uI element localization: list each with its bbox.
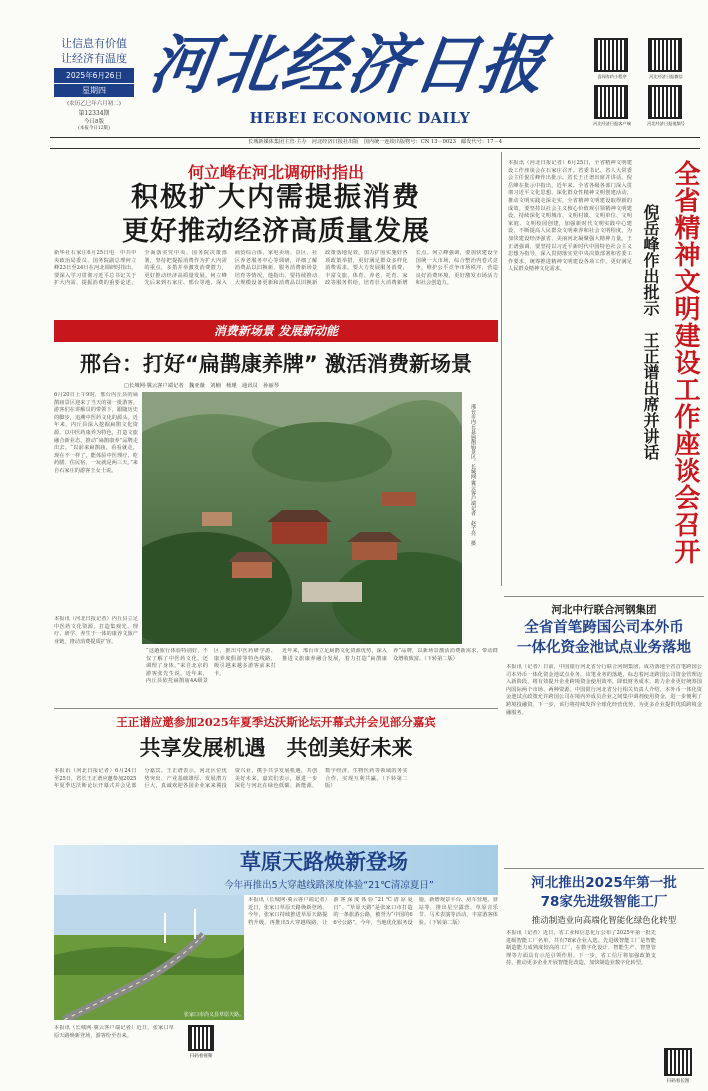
lunar-date: (农历乙巳年六月初二) (67, 101, 121, 107)
right-column-rule (501, 152, 502, 586)
grassland-headline: 草原天路焕新登场 (240, 850, 408, 874)
banner-text: 消费新场景 发展新动能 (213, 324, 339, 338)
weekday-box: 星期四 (54, 84, 134, 97)
slogan-line-1: 让信息有价值 (61, 37, 127, 50)
xingtai-headline: 邢台：打好“扁鹊康养牌” 激活消费新场景 (80, 352, 472, 376)
xingtai-photo-caption: 邢台市内丘县扁鹊庙景区。长城网·冀云客户端记者 赵子亮 摄 (470, 404, 476, 546)
lead-headline-1: 积极扩大内需提振消费 (131, 182, 421, 213)
smart-factory-qr-code[interactable] (664, 1048, 692, 1076)
publisher-info: 长城新媒体集团主管·主办 河北经济日报社出版 国内统一连续出版物号：CN 13－0023 邮发代号：17－4 (247, 139, 503, 145)
newspaper-title: 河北经济日报 (144, 28, 552, 103)
grassland-photo (54, 895, 244, 1020)
qr-block (590, 38, 700, 134)
lead-headline-2: 更好推动经济高质量发展 (122, 216, 430, 247)
grassland-story (54, 845, 498, 1091)
grassland-body: 本报讯（长城网·冀云客户端记者）近日，张家口草原天路焕新登场。今年，张家口持续推进草原天路提档升级，再推出5大穿越线路，让游客深度体验“21℃清凉夏日”。“草原天路”是张家口市打造的一条旅游公路，被誉为“中国的66号公路”。今年，当地优化服务设施，新增观景平台、房车营地、驿站等，推出星空露营、草原音乐节、马术表演等活动，丰富游客体验。（下转第二版） (248, 897, 498, 926)
xingtai-body-right: 近年来，邢台市立足扁鹊文化资源优势，深入推进文旅康养融合发展，着力打造“扁鹊康养”品牌，以新场景激活消费新需求，带动群众增收致富。（下转第二版） (282, 648, 498, 662)
qr-code-3[interactable] (594, 85, 628, 119)
masthead-rule-2 (50, 148, 700, 149)
grassland-qr-label: 扫码看视频 (189, 1054, 213, 1059)
masthead (0, 0, 708, 145)
cross-border-headline-2: 一体化资金池试点业务落地 (517, 640, 691, 656)
davos-rule (54, 708, 498, 709)
qr-code-1[interactable] (594, 38, 628, 72)
davos-headline: 共享发展机遇 共创美好未来 (139, 736, 413, 760)
consumption-banner (54, 320, 498, 342)
qr-2-label: 河北经济日报微信 (649, 74, 683, 79)
date-box: 2025年6月26日 (54, 68, 134, 83)
newspaper-title-en: HEBEI ECONOMIC DAILY (249, 110, 471, 127)
smart-factory-headline-1: 河北推出2025年第一批 (531, 875, 677, 891)
qr-1-label: 喜闻有约小程序 (597, 74, 627, 79)
issue-number: 第12334期 (78, 110, 110, 117)
slogan-box (54, 36, 134, 66)
page-note: (本报今日12版) (78, 126, 110, 131)
grassland-body-left: 本报讯（长城网·冀云客户端记者）近日，张家口草原天路焕新登场，游客纷至沓来。 (54, 1025, 174, 1039)
xingtai-photo (142, 392, 462, 644)
grassland-photo-caption: 张家口市尚义县草原天路。 (183, 1012, 244, 1018)
page-count: 今日8版 (84, 119, 104, 125)
slogan-line-2: 让经济有温度 (61, 52, 127, 65)
scenic-area-image (142, 392, 462, 644)
qr-3-label: 河北经济日报客户端 (593, 121, 631, 126)
smart-factory-rule (504, 868, 704, 869)
lead-kicker: 何立峰在河北调研时指出 (187, 163, 364, 182)
grassland-subhead: 今年再推出5大穿越线路深度体验“21℃清凉夏日” (224, 880, 434, 891)
xingtai-byline: □长城网·冀云客户端记者 魏亚薇 刘楠 杨瑾 通讯员 孙丽琴 (124, 383, 280, 389)
lead-body: 新华社石家庄6月25日电 中共中央政治局委员、国务院副总理何立峰23日至24日在河北调研时指出，要深入学习贯彻习近平总书记关于扩大内需、提振消费的重要论述，全面落实党中央、国务院决策部署，坚持把提振消费作为扩大内需的重点，多措并举激发消费潜力，更好推动经济高质量发展。何立峰先后来到石家庄、邢台等地，深入商贸综合体、家电卖场、景区、社区养老服务中心等调研，详细了解消费品以旧换新、服务消费新场景培育等情况。他指出，要持续推动大规模设备更新和消费品以旧换新政策落地见效，加力扩围实施好各项政策举措，更好满足群众多样化消费需求。要大力发展服务消费，丰富文旅、体育、养老、托育、家政等服务供给，培育壮大消费新增长点。何立峰强调，要加快建设全国统一大市场，综合整治内卷式竞争，维护公平竞争市场秩序，营造良好消费环境，更好激发市场活力和社会创造力。 (54, 250, 498, 287)
spiritual-body: 本报讯（河北日报记者）6月25日，全省精神文明建设工作座谈会在石家庄召开。省委书记、省人大常委会主任倪岳峰作出批示。省长王正谱出席并讲话。倪岳峰在批示中指出，近年来，全省各级各部门深入贯彻习近平文化思想，深化群众性精神文明创建活动，推动文明实践走深走实，全省精神文明建设取得新的成效。要坚持以社会主义核心价值观引领精神文明建设，持续深化文明城市、文明村镇、文明单位、文明家庭、文明校园创建，加强新时代文明实践中心建设，不断提高人民群众文明素养和社会文明程度，为加快建设经济强省、美丽河北凝聚强大精神力量。王正谱强调，要坚持以习近平新时代中国特色社会主义思想为指导，深入贯彻落实党中央决策部署和省委工作要求，统筹推进精神文明建设各项工作，更好满足人民群众精神文化需求。 (508, 160, 632, 273)
smart-factory-body: 本报讯（记者）近日，省工业和信息化厅公布了2025年第一批先进级智能工厂名单，共有78家企业入选。先进级智能工厂是智能制造能力成熟度较高的工厂，在数字化设计、智能生产、智慧管理等方面具有示范引领作用。下一步，省工信厅将加强政策支持，推动更多企业开展智能化改造，加快制造业数字化转型。 (506, 930, 656, 967)
cross-border-story (504, 596, 704, 846)
qr-4-label: 河北经济日报视频号 (647, 121, 685, 126)
davos-kicker: 王正谱应邀参加2025年夏季达沃斯论坛开幕式并会见部分嘉宾 (116, 715, 436, 729)
cross-border-body: 本报讯（记者）日前，中国银行河北省分行联合河钢集团，成功落地全省首笔跨国公司本外币一体化资金池试点业务。该笔业务的落地，标志着河北跨国公司资金管理迈入新阶段，将有效提升企业跨境资金使用效率，降低财务成本，助力企业更好统筹国内国际两个市场、两种资源。中国银行河北省分行相关负责人介绍，本外币一体化资金池试点政策允许跨国公司在境内外成员企业之间集中调剂使用资金，进一步便利了跨境投融资。下一步，该行将持续发挥全球化经营优势，为更多企业提供优质跨境金融服务。 (506, 664, 702, 716)
spiritual-vertical-subhead: 倪岳峰作出批示 王正谱出席并讲话 (641, 204, 660, 460)
qr-code-2[interactable] (648, 38, 682, 72)
smart-factory-subhead: 推动制造业向高端化智能化绿色化转型 (531, 916, 677, 926)
xingtai-body-left-2: 本报讯（河北日报记者）内丘县立足中医药文化资源，打造集观光、理疗、研学、养生于一体的康养文旅产业链，推动消费提质扩容。 (54, 616, 138, 645)
xingtai-body-left: 6月20日上午9时，邢台内丘县的扁鹊庙景区迎来了当天的第一批游客。游客们在讲解员的带领下，跟随历史的脚步，追溯中医药文化的源头。近年来，内丘县深入挖掘扁鹊文化资源，以中医药康养为特色，打造文旅融合新业态，推动“扁鹊康养”品牌走出去。“以前来扁鹊庙，看看就走。现在不一样了，能体验中医理疗、吃药膳、住民宿，一玩就是两三天。”来自石家庄的游客王女士说。 (54, 392, 138, 474)
right-column (504, 152, 704, 592)
xingtai-body-mid: “这趟旅行体验特别好，不仅了解了中医药文化，还调理了身体。”来自北京的游客张先生说。近年来，内丘县依托扁鹊庙4A级景区，推出中医药研学游、康养度假游等特色线路，吸引越来越多游客前来打卡。 (146, 648, 276, 685)
lead-story (54, 152, 498, 318)
grassland-road-image (54, 895, 244, 1020)
cross-border-rule (504, 596, 704, 597)
smart-factory-qr-label: 扫码看长图 (666, 1079, 690, 1084)
smart-factory-headline-2: 78家先进级智能工厂 (540, 894, 668, 910)
spiritual-vertical-headline: 全省精神文明建设工作座谈会召开 (670, 160, 700, 565)
smart-factory-story (504, 868, 704, 1090)
qr-code-4[interactable] (648, 85, 682, 119)
grassland-qr-code[interactable] (188, 1025, 214, 1051)
davos-body: 本报讯（河北日报记者）6月24日至25日，省长王正谱应邀参加2025年夏季达沃斯论坛开幕式并会见部分嘉宾。王正谱表示，河北区位优势突出、产业基础雄厚、发展潜力巨大，真诚欢迎各国企业家来冀投资兴业，携手共享发展机遇，共创美好未来。嘉宾们表示，愿进一步深化与河北在绿色低碳、新能源、数字经济、生物医药等领域的务实合作，实现互利共赢。（下转第二版） (54, 768, 408, 790)
cross-border-kicker: 河北中行联合河钢集团 (551, 604, 657, 616)
cross-border-headline-1: 全省首笔跨国公司本外币 (524, 620, 684, 636)
